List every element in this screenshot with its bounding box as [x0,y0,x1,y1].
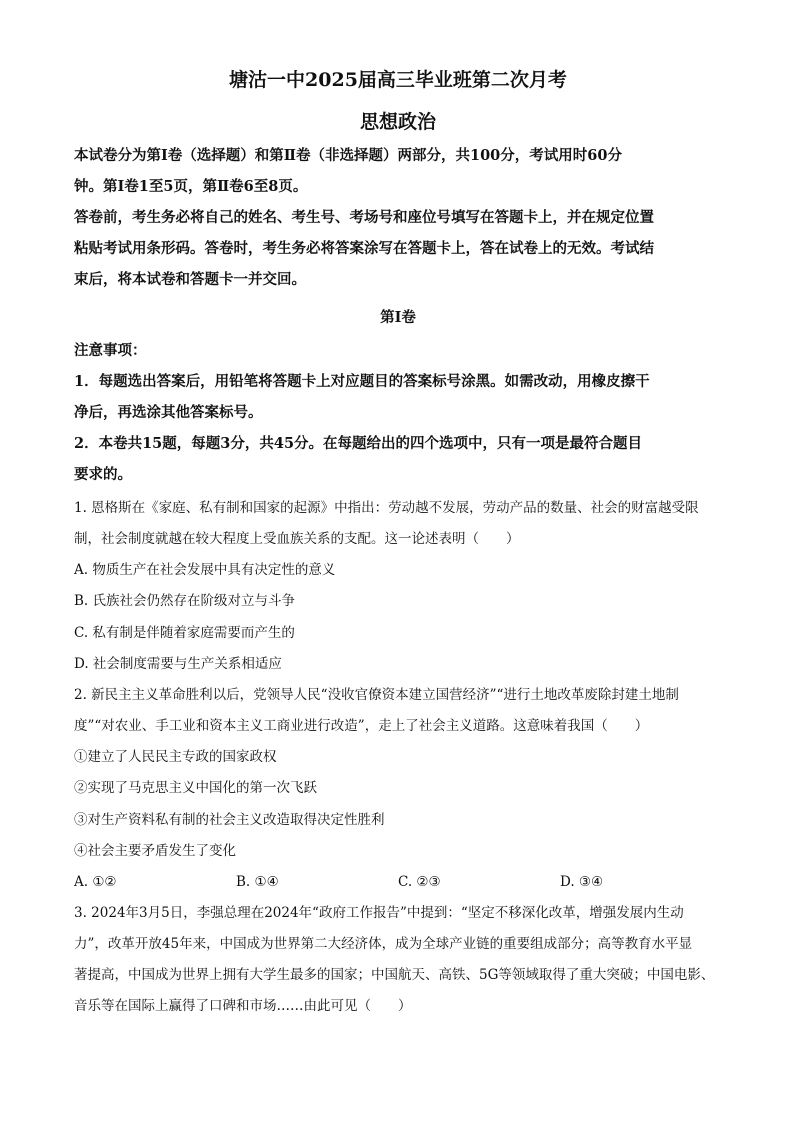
instruction-line: 本试卷分为第Ⅰ卷（选择题）和第Ⅱ卷（非选择题）两部分，共100分，考试用时60分 [74,147,622,164]
statement-4: ④社会主要矛盾发生了变化 [74,843,236,860]
question-stem-line: 度”“对农业、手工业和资本主义工商业进行改造”，走上了社会主义道路。这意味着我国（ ） [74,718,649,735]
statement-1: ①建立了人民民主专政的国家政权 [74,749,277,766]
question-stem-line: 著提高，中国成为世界上拥有大学生最多的国家；中国航天、高铁、5G等领域取得了重大突破；中国电影、 [74,967,715,984]
section-heading: 第Ⅰ卷 [380,309,416,326]
statement-3: ③对生产资料私有制的社会主义改造取得决定性胜利 [74,811,385,828]
instruction-line: 束后，将本试卷和答题卡一并交回。 [74,271,306,288]
note-line: 1．每题选出答案后，用铅笔将答题卡上对应题目的答案标号涂黑。如需改动，用橡皮擦干 [74,373,650,390]
question-stem-line: 力”，改革开放45年来，中国成为世界第二大经济体，成为全球产业链的重要组成部分；高等教育水平显 [74,936,693,953]
option-b: B. 氏族社会仍然存在阶级对立与斗争 [74,593,296,610]
notes-heading: 注意事项： [74,342,147,359]
note-line: 净后，再选涂其他答案标号。 [74,404,263,421]
exam-instructions [74,140,722,295]
question-stem-line: 制，社会制度就越在较大程度上受血族关系的支配。这一论述表明（ ） [74,531,520,547]
instruction-line: 钟。第Ⅰ卷1至5页，第Ⅱ卷6至8页。 [74,178,308,195]
option-d: D. 社会制度需要与生产关系相适应 [74,655,282,672]
option-b: B. ①④ [236,874,279,891]
notes-block [74,335,722,490]
choice-row [74,867,722,898]
option-c: C. 私有制是伴随着家庭需要而产生的 [74,624,295,641]
option-c: C. ②③ [398,874,441,891]
option-a: A. 物质生产在社会发展中具有决定性的意义 [74,562,336,578]
option-d: D. ③④ [560,874,604,891]
note-line: 2．本卷共15题，每题3分，共45分。在每题给出的四个选项中，只有一项是最符合题目 [74,435,643,452]
exam-title: 塘沽一中2025届高三毕业班第二次月考 [229,69,567,91]
question-2 [74,680,722,898]
question-3 [74,898,722,1022]
question-stem-line: 1. 恩格斯在《家庭、私有制和国家的起源》中指出：劳动越不发展，劳动产品的数量、社会的财富越受限 [74,500,699,516]
question-stem-line: 3. 2024年3月5日，李强总理在2024年“政府工作报告”中提到：“坚定不移深化改革，增强发展内生动 [74,905,684,922]
question-1 [74,493,722,680]
subject-title: 思想政治 [359,111,436,133]
instruction-line: 粘贴考试用条形码。答卷时，考生务必将答案涂写在答题卡上，答在试卷上的无效。考试结 [74,240,654,257]
exam-page [74,68,722,1022]
option-a: A. ①② [74,874,117,891]
instruction-line: 答卷前，考生务必将自己的姓名、考生号、考场号和座位号填写在答题卡上，并在规定位置 [74,209,654,226]
statement-2: ②实现了马克思主义中国化的第一次飞跃 [74,780,317,797]
question-stem-line: 音乐等在国际上赢得了口碑和市场……由此可见（ ） [74,998,412,1015]
note-line: 要求的。 [74,466,132,483]
question-stem-line: 2. 新民主主义革命胜利以后，党领导人民“没收官僚资本建立国营经济”“进行土地改革废除封建土地制 [74,687,679,704]
